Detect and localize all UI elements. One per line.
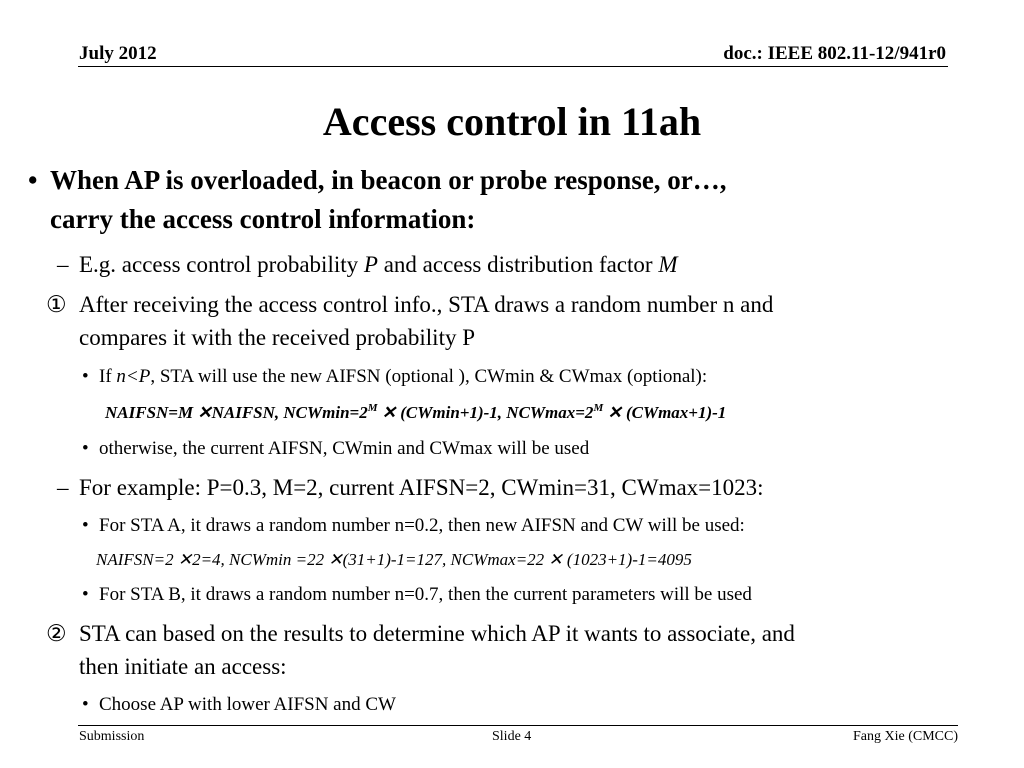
header-divider xyxy=(78,66,948,67)
bullet-marker: • xyxy=(82,515,89,536)
choose-ap-line: Choose AP with lower AIFSN and CW xyxy=(99,694,396,715)
eg-var-p: P xyxy=(363,252,378,277)
step2-line2: then initiate an access: xyxy=(79,654,287,679)
dash-marker: – xyxy=(57,252,69,277)
bullet-marker: • xyxy=(82,694,89,715)
sta-b-line: For STA B, it draws a random number n=0.7, then the current parameters will be used xyxy=(99,584,752,605)
bullet-marker: • xyxy=(28,165,38,195)
footer-submission: Submission xyxy=(79,729,145,744)
footer-slide-number: Slide 4 xyxy=(492,729,532,744)
bullet-main-line1: When AP is overloaded, in beacon or probe response, or…, xyxy=(50,165,727,195)
footer-divider xyxy=(78,725,958,726)
formula-new-params xyxy=(105,403,726,423)
bullet-marker: • xyxy=(82,584,89,605)
if-var: n<P xyxy=(116,366,151,387)
otherwise-line: otherwise, the current AIFSN, CWmin and CWmax will be used xyxy=(99,438,590,459)
circled-one-marker: ① xyxy=(46,292,67,317)
eg-line xyxy=(79,252,678,278)
footer-author: Fang Xie (CMCC) xyxy=(853,729,958,744)
formula1-part-b: ✕ (CWmin+1)-1, NCWmax=2 xyxy=(377,403,594,422)
example-line: For example: P=0.3, M=2, current AIFSN=2, CWmin=31, CWmax=1023: xyxy=(79,475,764,500)
dash-marker: – xyxy=(57,475,69,500)
formula1-part-a: NAIFSN=M ✕NAIFSN, NCWmin=2 xyxy=(105,403,368,422)
if-text-b: , STA will use the new AIFSN (optional ), CWmin & CWmax (optional): xyxy=(150,366,708,387)
bullet-marker: • xyxy=(82,438,89,459)
step1-line2: compares it with the received probability P xyxy=(79,325,475,350)
formula1-sup-1: M xyxy=(367,402,378,414)
slide-title: Access control in 11ah xyxy=(322,99,702,144)
formula-sta-a: NAIFSN=2 ✕2=4, NCWmin =22 ✕(31+1)-1=127, NCWmax=22 ✕ (1023+1)-1=4095 xyxy=(96,550,692,569)
bullet-main-line2: carry the access control information: xyxy=(50,204,476,234)
formula1-sup-2: M xyxy=(593,402,604,414)
sta-a-line: For STA A, it draws a random number n=0.2, then new AIFSN and CW will be used: xyxy=(99,515,745,536)
eg-text-a: E.g. access control probability xyxy=(79,252,364,277)
if-condition-line xyxy=(99,366,707,388)
eg-text-b: and access distribution factor xyxy=(377,252,659,277)
header-doc-id: doc.: IEEE 802.11-12/941r0 xyxy=(723,43,946,64)
bullet-marker: • xyxy=(82,366,89,387)
circled-two-marker: ② xyxy=(46,621,67,646)
header-date: July 2012 xyxy=(79,43,157,64)
step1-line1: After receiving the access control info., STA draws a random number n and xyxy=(79,292,774,317)
eg-var-m: M xyxy=(658,252,678,277)
step2-line1: STA can based on the results to determine which AP it wants to associate, and xyxy=(79,621,795,646)
formula1-part-c: ✕ (CWmax+1)-1 xyxy=(603,403,727,422)
if-text-a: If xyxy=(99,366,117,387)
